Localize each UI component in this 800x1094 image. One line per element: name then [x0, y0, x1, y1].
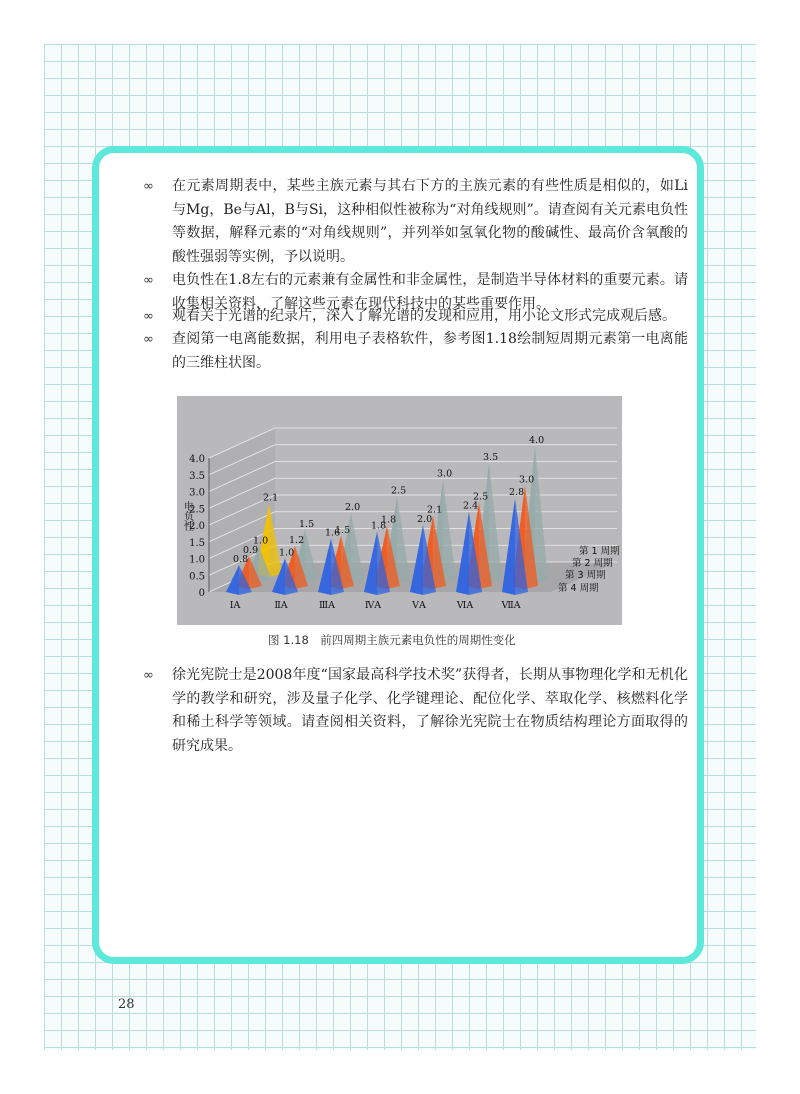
item-text: 电负性在1.8左右的元素兼有金属性和非金属性，是制造半导体材料的重要元素。请收集相关资料，了解这些元素在现代科技中的某些重要作用。	[172, 272, 688, 312]
pyramid-bar-right	[397, 496, 410, 583]
data-label: 2.5	[473, 491, 489, 503]
pyramid-bar-right	[305, 530, 318, 583]
infinity-bullet-icon: ∞	[143, 309, 154, 324]
item-text: 在元素周期表中，某些主族元素与其右下方的主族元素的有些性质是相似的，如Li与Mg，Be与Al，B与Si，这种相似性被称为“对角线规则”。请查阅有关元素电负性等数据，解释元素的“对角线规则”，并列举如氢氧化物的酸碱性、最高价含氧酸的酸性强弱等实例，予以说明。	[172, 178, 688, 265]
x-tick-label: ⅣA	[364, 600, 382, 611]
x-tick-label: ⅥA	[456, 600, 474, 611]
data-label: 4.0	[529, 435, 545, 446]
data-label: 1.5	[335, 524, 351, 536]
y-tick-label: 1.0	[189, 554, 205, 566]
pyramid-bar-left	[456, 512, 469, 595]
pyramid-bar-left	[502, 498, 515, 595]
y-tick-label: 4.0	[189, 454, 205, 465]
y-tick-label: 3.0	[189, 487, 205, 499]
pyramid-bar-left	[410, 525, 423, 595]
data-label: 1.8	[381, 514, 397, 526]
series-label: 第 1 周期	[579, 546, 620, 557]
pyramid-bar-right	[535, 446, 548, 583]
item-text: 观看关于光谱的纪录片，深入了解光谱的发现和应用，用小论文形式完成观后感。	[172, 308, 676, 324]
x-tick-label: ⅢA	[318, 600, 336, 611]
chart-svg	[177, 396, 622, 625]
list-item	[143, 328, 688, 375]
y-tick-label: 0	[198, 588, 205, 599]
data-label: 1.0	[253, 535, 269, 547]
infinity-bullet-icon: ∞	[143, 332, 154, 347]
data-label: 0.8	[233, 554, 249, 566]
data-label: 3.5	[483, 451, 499, 463]
infinity-bullet-icon: ∞	[143, 668, 154, 683]
series-label: 第 4 周期	[558, 583, 599, 594]
data-label: 1.0	[279, 547, 295, 559]
pyramid-bar-right	[489, 463, 502, 583]
data-label: 2.0	[417, 514, 433, 525]
y-tick-label: 2.5	[189, 504, 205, 516]
data-label: 1.5	[299, 518, 315, 530]
y-tick-label: 1.5	[189, 537, 205, 549]
data-label: 2.1	[263, 492, 279, 504]
figure-caption: 图 1.18 前四周期主族元素电负性的周期性变化	[268, 633, 516, 647]
x-tick-label: ⅤA	[412, 600, 426, 611]
x-tick-label: ⅠA	[229, 600, 241, 611]
pyramid-bar-right	[351, 513, 364, 583]
list-item	[143, 305, 688, 329]
data-label: 1.8	[371, 520, 387, 532]
electronegativity-chart	[177, 396, 622, 625]
x-tick-label: ⅡA	[274, 600, 288, 611]
series-label: 第 2 周期	[572, 558, 613, 569]
data-label: 1.6	[325, 527, 341, 539]
y-tick-label: 3.5	[189, 470, 205, 482]
data-label: 2.1	[427, 504, 443, 516]
data-label: 3.0	[437, 468, 453, 480]
infinity-bullet-icon: ∞	[143, 273, 154, 288]
series-label: 第 3 周期	[565, 570, 606, 581]
data-label: 0.9	[243, 544, 259, 556]
data-label: 2.8	[509, 487, 525, 499]
pyramid-bar-right	[269, 504, 282, 577]
data-label: 2.0	[345, 502, 361, 513]
data-label: 1.2	[289, 534, 305, 546]
y-tick-label: 2.0	[189, 521, 205, 532]
list-item	[143, 664, 688, 758]
y-axis-label: 电负性	[181, 501, 193, 531]
list-item	[143, 175, 688, 269]
item-text: 徐光宪院士是2008年度“国家最高科学技术奖”获得者，长期从事物理化学和无机化学的教学和研究，涉及量子化学、化学键理论、配位化学、萃取化学、核燃料化学和稀土科学等领域。请查阅相关资料，了解徐光宪院士在物质结构理论方面取得的研究成果。	[172, 667, 688, 754]
item-text: 查阅第一电离能数据，利用电子表格软件，参考图1.18绘制短周期元素第一电离能的三维柱状图。	[172, 331, 688, 371]
page-number: 28	[118, 997, 135, 1012]
data-label: 2.5	[391, 485, 407, 497]
x-tick-label: ⅦA	[501, 600, 521, 611]
data-label: 3.0	[519, 474, 535, 486]
data-label: 2.4	[463, 500, 479, 512]
y-tick-label: 0.5	[189, 571, 205, 583]
infinity-bullet-icon: ∞	[143, 179, 154, 194]
